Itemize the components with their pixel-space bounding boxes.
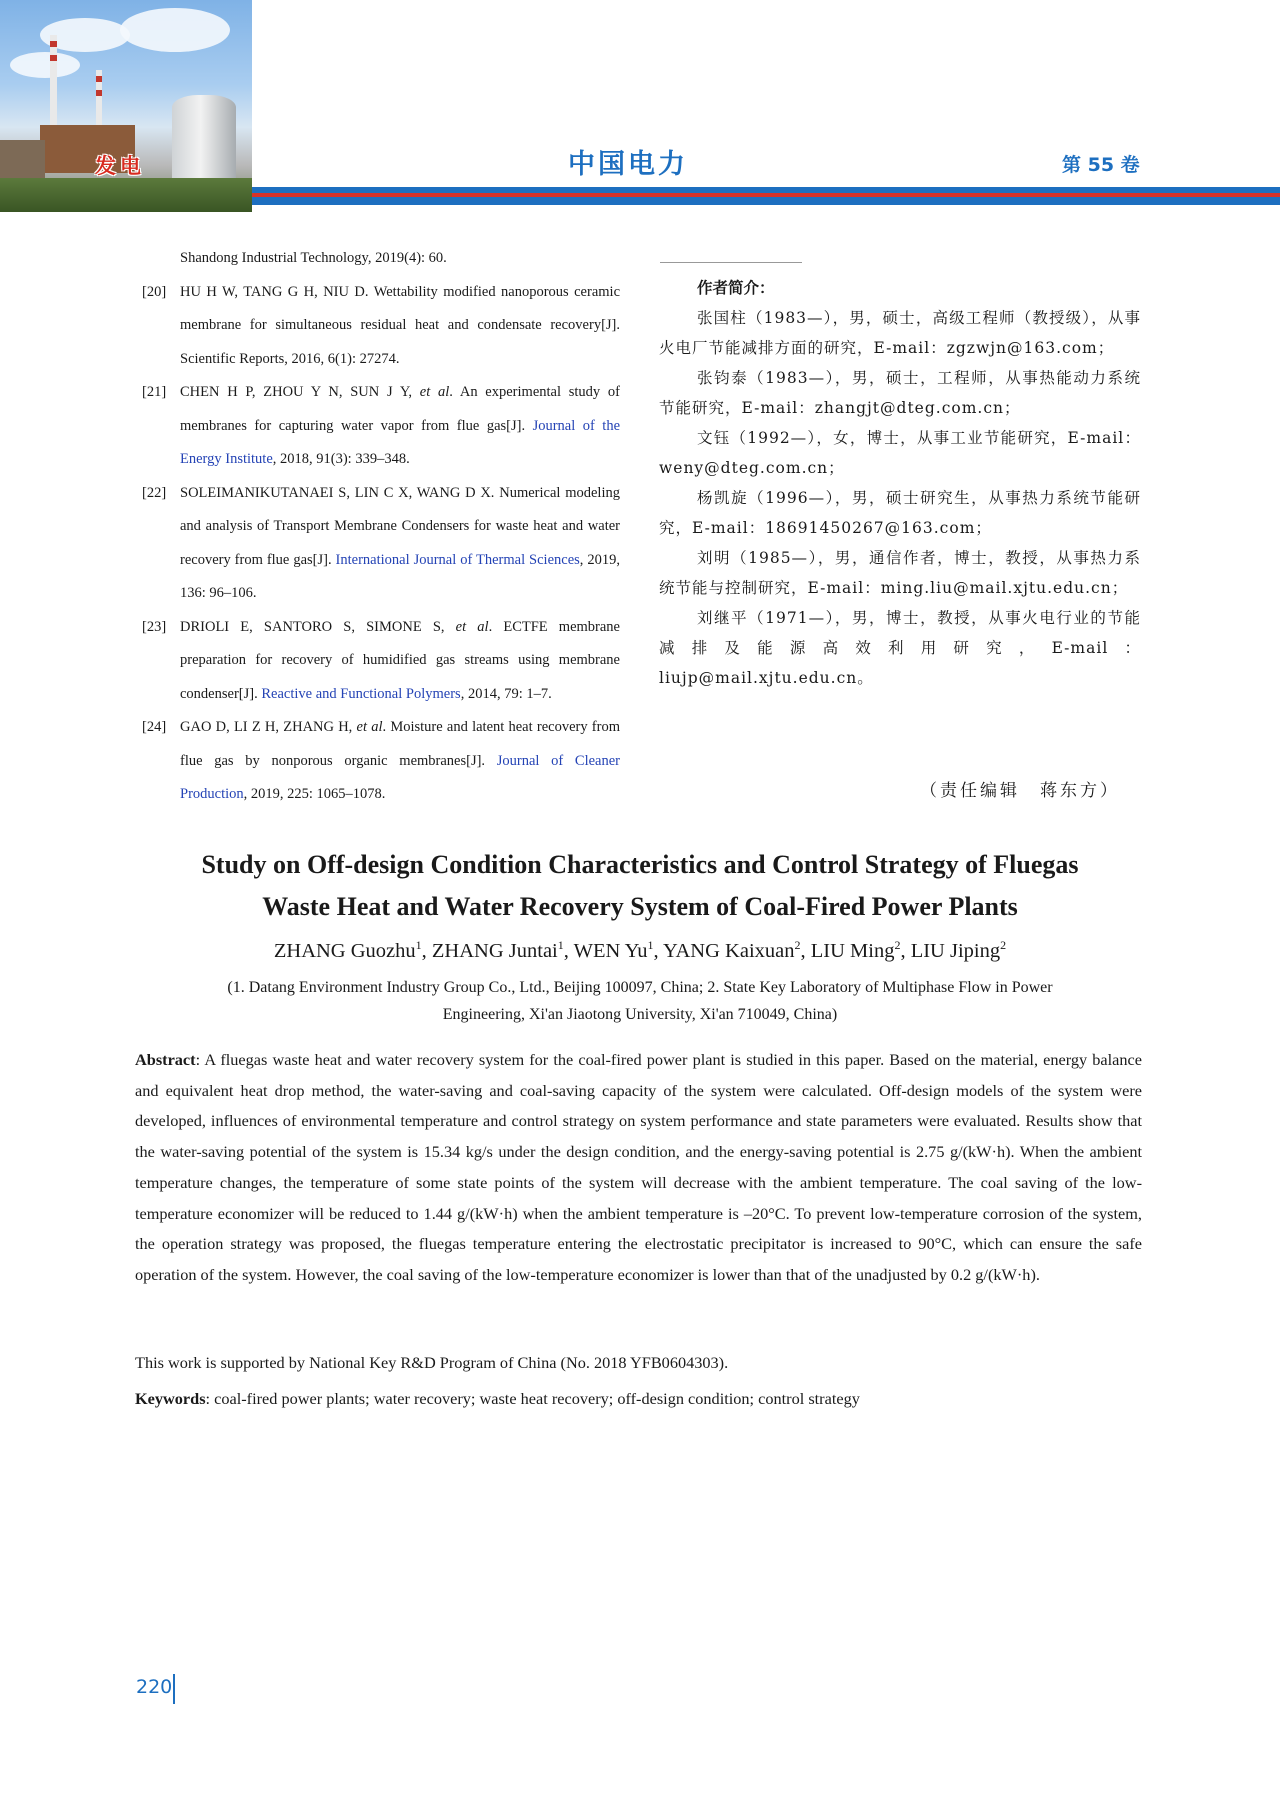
abstract [135, 1045, 1142, 1291]
header-photo-power-plant [0, 0, 252, 212]
reference-etal: et al [356, 719, 383, 735]
reference-journal-link[interactable]: Journal of the Energy Institute [180, 417, 621, 467]
affiliation-line: Engineering, Xi'an Jiaotong University, Xi'an 710049, China) [442, 1006, 838, 1023]
author-list: ZHANG Guozhu$^1$, ZHANG Juntai$^1$, WEN Yu$^1$, YANG Kaixuan$^2$, LIU Ming$^2$, LIU Jiping$^2$ [273, 938, 1007, 962]
header-rule-lower [252, 197, 1280, 205]
reference-details: , 2019, 136: 96–106. [180, 551, 621, 601]
author-name: WEN Yu [573, 939, 648, 962]
reference-details: , 2018, 91(3): 339–348. [272, 451, 410, 467]
funding-note: This work is supported by National Key R&D Program of China (No. 2018 YFB0604303). [135, 1353, 729, 1372]
reference-authors: CHEN H P, ZHOU Y N, SUN J Y, [180, 384, 420, 400]
reference-journal-link[interactable]: International Journal of Thermal Sciences [335, 551, 580, 568]
responsible-editor: （责任编辑 蒋东方） [920, 781, 1120, 801]
keywords-label: Keywords [135, 1389, 206, 1408]
references-list [142, 242, 620, 812]
affiliation-mark: 2 [794, 938, 801, 952]
reference-item [142, 276, 620, 377]
author-name: ZHANG Juntai [431, 939, 558, 962]
reference-title: . Moisture and latent heat recovery from flue gas by nonporous organic membranes[J]. [180, 719, 620, 769]
reference-details: , 2014, 79: 1–7. [460, 685, 552, 702]
bios-heading: 作者简介： [697, 279, 775, 297]
page-number-rule [173, 1674, 175, 1704]
reference-etal: et al [419, 384, 450, 400]
reference-authors: DRIOLI E, SANTORO S, SIMONE S, [180, 618, 456, 635]
abstract-text: : A fluegas waste heat and water recovery system for the coal-fired power plant is studied in this paper. Based on the material, energy balance and equivalent heat drop method, the water-saving and coal-saving capacity of the system were calculated. Off-design models of the system were developed, influences of environmental temperature and control strategy on system performance and state parameters were evaluated. Results show that the water-saving potential of the system is 15.34 kg/s under the design condition, and the energy-saving potential is 2.75 g/(kW·h). When the ambient temperature changes, the temperature of some state points of the system will decrease with the ambient temperature. The coal saving of the low-temperature economizer will be reduced to 1.44 g/(kW·h) when the ambient temperature is –20°C. To prevent low-temperature corrosion of the system, the operation strategy was proposed, the fluegas temperature entering the electrostatic precipitator is increased to 90°C, which can ensure the safe operation of the system. However, the coal saving of the low-temperature economizer is lower than that of the unadjusted by 0.2 g/(kW·h). [135, 1050, 1142, 1284]
author-bio: 杨凯旋（1996—），男，硕士研究生，从事热力系统节能研究，E-mail：18691450267@163.com； [659, 489, 1141, 537]
reference-details: , 2019, 225: 1065–1078. [243, 786, 386, 802]
author-bio: 张国柱（1983—），男，硕士，高级工程师（教授级），从事火电厂节能减排方面的研究，E-mail：zgzwjn@163.com； [659, 309, 1141, 357]
reference-item [142, 477, 620, 611]
reference-title: . An experimental study of membranes for capturing water vapor from flue gas[J]. [180, 384, 620, 434]
reference-title: . ECTFE membrane preparation for recovery of humidified gas streams using membrane condenser[J]. [180, 618, 620, 702]
paper-title-line: Waste Heat and Water Recovery System of Coal-Fired Power Plants [262, 892, 1018, 921]
paper-title [100, 844, 1180, 928]
keywords [135, 1389, 1142, 1409]
reference-journal-link[interactable]: Reactive and Functional Polymers [261, 685, 461, 702]
paper-title-line: Study on Off-design Condition Characteristics and Control Strategy of Fluegas [201, 850, 1079, 879]
keywords-text: : coal-fired power plants; water recovery; waste heat recovery; off-design condition; control strategy [205, 1389, 860, 1408]
section-label: 发电 [95, 154, 145, 178]
journal-title: 中国电力 [568, 149, 688, 180]
author-bio: 文钰（1992—），女，博士，从事工业节能研究，E-mail：weny@dteg.com.cn； [659, 429, 1141, 477]
reference-title: SOLEIMANIKUTANAEI S, LIN C X, WANG D X. Numerical modeling and analysis of Transport Membrane Condensers for waste heat and water recovery from flue gas[J]. [180, 484, 620, 568]
reference-number: [24] [142, 719, 167, 735]
reference-authors: GAO D, LI Z H, ZHANG H, [180, 719, 357, 735]
affiliation-mark: 2 [894, 938, 901, 952]
reference-text: HU H W, TANG G H, NIU D. Wettability modified nanoporous ceramic membrane for simultaneous residual heat and condensate recovery[J]. Scientific Reports, 2016, 6(1): 27274. [180, 283, 620, 367]
reference-journal-link[interactable]: Journal of Cleaner Production [180, 752, 620, 802]
affiliation-mark: 1 [415, 938, 422, 952]
author-name: ZHANG Guozhu [273, 939, 416, 962]
reference-continuation: Shandong Industrial Technology, 2019(4): 60. [180, 250, 447, 266]
volume-label: 第 55 卷 [1062, 154, 1140, 176]
reference-number: [21] [142, 384, 167, 400]
reference-number: [22] [142, 484, 167, 501]
reference-etal: et al [455, 618, 489, 635]
reference-number: [23] [142, 618, 167, 635]
bios-rule [660, 262, 802, 263]
author-bio: 张钧泰（1983—），男，硕士，工程师，从事热能动力系统节能研究，E-mail：zhangjt@dteg.com.cn； [659, 369, 1141, 417]
reference-item [142, 711, 620, 812]
reference-number: [20] [142, 283, 167, 300]
author-bio: 刘继平（1971—），男，博士，教授，从事火电行业的节能减排及能源高效利用研究，E-mail：liujp@mail.xjtu.edu.cn。 [659, 609, 1141, 687]
author-name: LIU Jiping [910, 939, 1001, 962]
reference-item [142, 376, 620, 477]
affiliations [170, 974, 1110, 1028]
author-bios [659, 273, 1141, 693]
affiliation-mark: 2 [1000, 938, 1007, 952]
affiliation-line: (1. Datang Environment Industry Group Co., Ltd., Beijing 100097, China; 2. State Key Laboratory of Multiphase Flow in Power [227, 979, 1053, 996]
reference-item [142, 611, 620, 712]
author-name: YANG Kaixuan [662, 939, 795, 962]
affiliation-mark: 1 [647, 938, 654, 952]
author-bio: 刘明（1985—），男，通信作者，博士，教授，从事热力系统节能与控制研究，E-mail：ming.liu@mail.xjtu.edu.cn； [659, 549, 1141, 597]
affiliation-mark: 1 [557, 938, 564, 952]
author-name: LIU Ming [810, 939, 895, 962]
page-number: 220 [136, 1676, 173, 1698]
abstract-label: Abstract [135, 1050, 196, 1069]
